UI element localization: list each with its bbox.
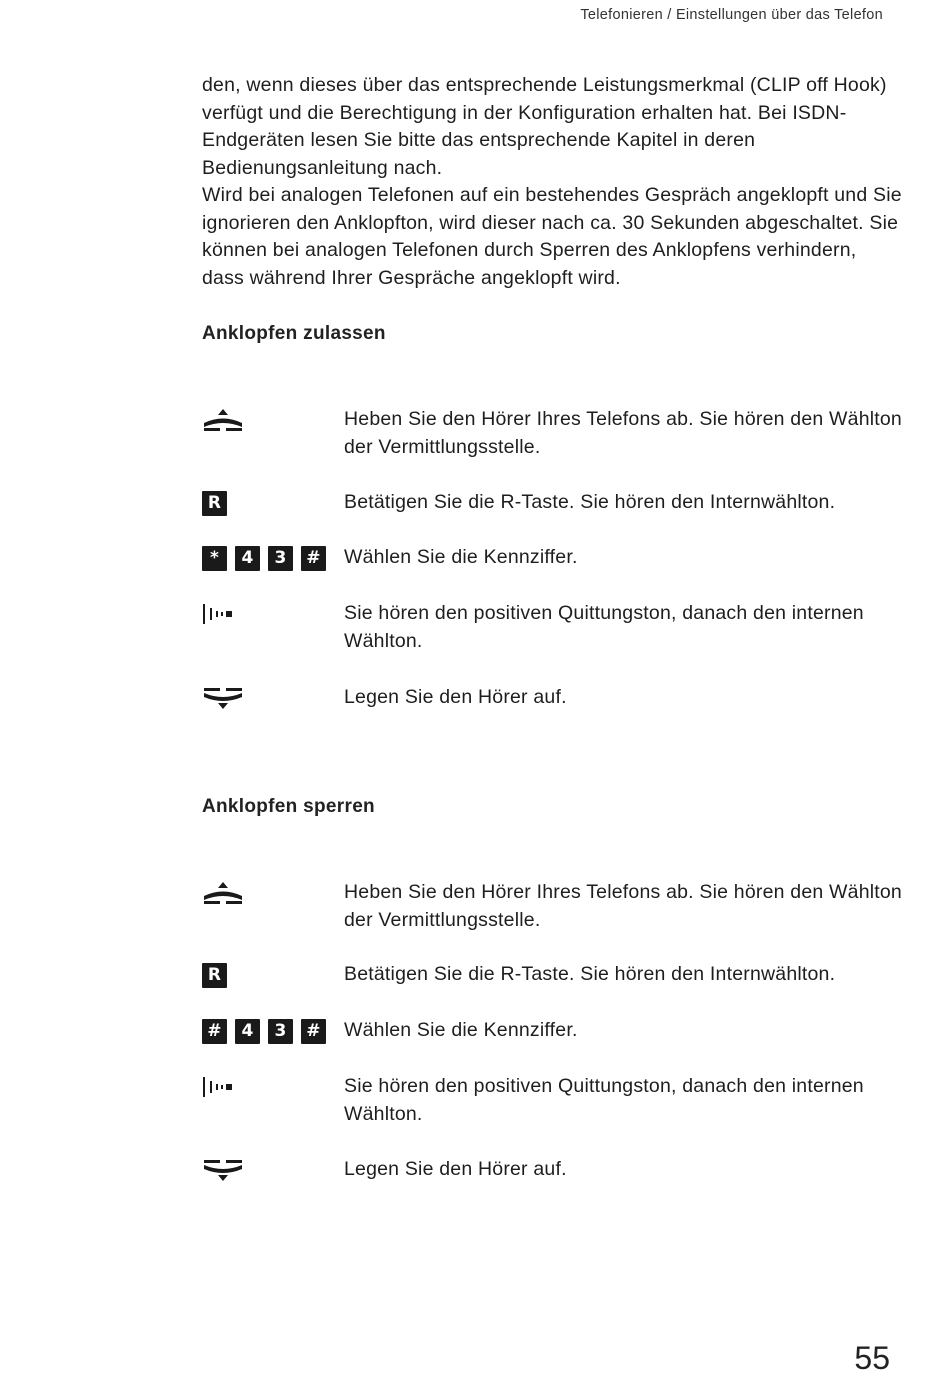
step-lift-handset bbox=[202, 406, 902, 461]
r-key-icon bbox=[202, 489, 235, 517]
keypad-code bbox=[202, 544, 334, 572]
step-press-r bbox=[202, 489, 902, 517]
key-r: R bbox=[202, 491, 227, 516]
handset-lift-icon bbox=[202, 406, 244, 434]
step-lift-handset bbox=[202, 879, 902, 934]
step-hang-up bbox=[202, 1156, 902, 1184]
key-star: * bbox=[202, 546, 227, 571]
step-hang-up bbox=[202, 684, 902, 712]
step-text: Wählen Sie die Kennziffer. bbox=[344, 546, 578, 568]
intro-text bbox=[202, 72, 902, 292]
step-text: Sie hören den positiven Quittungston, danach den internen Wählton. bbox=[344, 602, 864, 652]
step-confirmation-tone bbox=[202, 1073, 902, 1128]
step-dial-code bbox=[202, 1017, 902, 1045]
step-dial-code bbox=[202, 544, 902, 572]
section-heading-anklopfen-sperren: Anklopfen sperren bbox=[202, 796, 375, 817]
confirmation-tone-icon bbox=[202, 1073, 234, 1101]
confirmation-tone-icon bbox=[202, 600, 234, 628]
key-hash: # bbox=[301, 1019, 326, 1044]
key-hash: # bbox=[301, 546, 326, 571]
key-r: R bbox=[202, 963, 227, 988]
step-press-r bbox=[202, 961, 902, 989]
handset-hangup-icon bbox=[202, 684, 244, 712]
key-4: 4 bbox=[235, 1019, 260, 1044]
keypad-code bbox=[202, 1017, 334, 1045]
key-4: 4 bbox=[235, 546, 260, 571]
key-3: 3 bbox=[268, 546, 293, 571]
key-hash: # bbox=[202, 1019, 227, 1044]
step-text: Sie hören den positiven Quittungston, danach den internen Wählton. bbox=[344, 1075, 864, 1125]
step-confirmation-tone bbox=[202, 600, 902, 655]
section-heading-anklopfen-zulassen: Anklopfen zulassen bbox=[202, 323, 386, 344]
step-text: Heben Sie den Hörer Ihres Telefons ab. Sie hören den Wählton der Vermittlungsstelle. bbox=[344, 881, 902, 931]
step-text: Legen Sie den Hörer auf. bbox=[344, 1158, 567, 1180]
step-text: Betätigen Sie die R-Taste. Sie hören den Internwählton. bbox=[344, 491, 836, 513]
step-text: Wählen Sie die Kennziffer. bbox=[344, 1019, 578, 1041]
step-text: Betätigen Sie die R-Taste. Sie hören den Internwählton. bbox=[344, 963, 836, 985]
page-number: 55 bbox=[854, 1340, 890, 1376]
running-header: Telefonieren / Einstellungen über das Telefon bbox=[580, 7, 883, 23]
r-key-icon bbox=[202, 961, 235, 989]
step-text: Heben Sie den Hörer Ihres Telefons ab. Sie hören den Wählton der Vermittlungsstelle. bbox=[344, 408, 902, 458]
intro-paragraph-1: den, wenn dieses über das entsprechende Leistungsmerkmal (CLIP off Hook) verfügt und die Berechtigung in der Konfiguration erhalten hat. Bei ISDN-Endgeräten lesen Sie bitte das entsprechende Kapitel in deren Bedienungsanleitung nach. bbox=[202, 74, 887, 179]
handset-lift-icon bbox=[202, 879, 244, 907]
handset-hangup-icon bbox=[202, 1156, 244, 1184]
key-3: 3 bbox=[268, 1019, 293, 1044]
intro-paragraph-2: Wird bei analogen Telefonen auf ein bestehendes Gespräch angeklopft und Sie ignorieren den Anklopfton, wird dieser nach ca. 30 Sekunden abgeschaltet. Sie können bei analogen Telefonen durch Sperren des Anklopfens verhindern, dass während Ihrer Gespräche angeklopft wird. bbox=[202, 184, 902, 289]
step-text: Legen Sie den Hörer auf. bbox=[344, 686, 567, 708]
